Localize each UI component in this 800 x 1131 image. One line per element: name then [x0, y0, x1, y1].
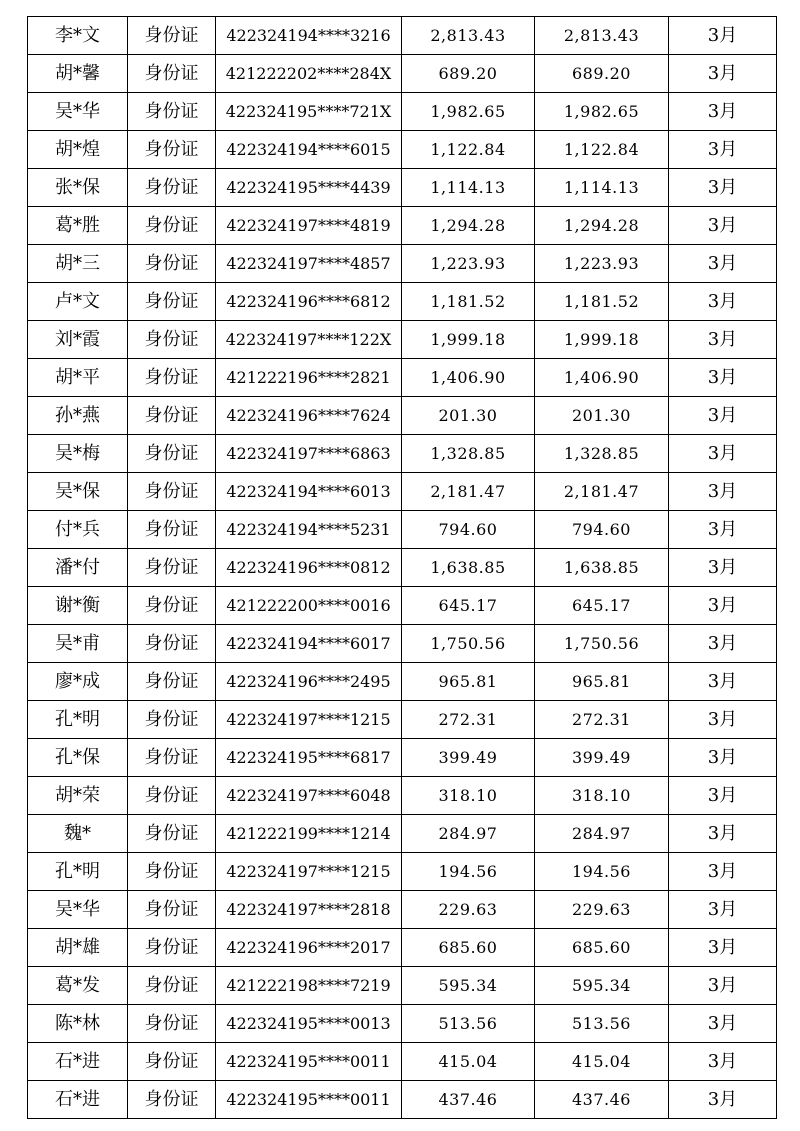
- table-row: [28, 55, 777, 93]
- paid-amount-cell: 794.60: [535, 511, 669, 549]
- table-row: [28, 207, 777, 245]
- id-type-cell: 身份证: [128, 701, 216, 739]
- name-cell: 陈*林: [28, 1005, 128, 1043]
- paid-amount-cell: 399.49: [535, 739, 669, 777]
- id-number-cell: 422324194****5231: [216, 511, 402, 549]
- id-number-cell: 422324197****4857: [216, 245, 402, 283]
- name-cell: 胡*平: [28, 359, 128, 397]
- month-cell: 3月: [669, 321, 777, 359]
- month-cell: 3月: [669, 473, 777, 511]
- id-type-cell: 身份证: [128, 435, 216, 473]
- month-cell: 3月: [669, 359, 777, 397]
- amount-cell: 685.60: [402, 929, 535, 967]
- table-row: [28, 1043, 777, 1081]
- name-cell: 潘*付: [28, 549, 128, 587]
- id-type-cell: 身份证: [128, 359, 216, 397]
- name-cell: 魏*: [28, 815, 128, 853]
- name-cell: 胡*馨: [28, 55, 128, 93]
- amount-cell: 399.49: [402, 739, 535, 777]
- name-cell: 卢*文: [28, 283, 128, 321]
- amount-cell: 1,114.13: [402, 169, 535, 207]
- table-body: [28, 17, 777, 1119]
- id-number-cell: 422324195****0011: [216, 1043, 402, 1081]
- name-cell: 刘*霞: [28, 321, 128, 359]
- id-number-cell: 422324197****1215: [216, 701, 402, 739]
- id-number-cell: 422324195****721X: [216, 93, 402, 131]
- table-row: [28, 549, 777, 587]
- id-type-cell: 身份证: [128, 663, 216, 701]
- paid-amount-cell: 415.04: [535, 1043, 669, 1081]
- name-cell: 石*进: [28, 1081, 128, 1119]
- name-cell: 胡*荣: [28, 777, 128, 815]
- month-cell: 3月: [669, 587, 777, 625]
- paid-amount-cell: 1,114.13: [535, 169, 669, 207]
- table-row: [28, 93, 777, 131]
- table-row: [28, 397, 777, 435]
- table-row: [28, 891, 777, 929]
- id-number-cell: 421222198****7219: [216, 967, 402, 1005]
- amount-cell: 595.34: [402, 967, 535, 1005]
- month-cell: 3月: [669, 739, 777, 777]
- month-cell: 3月: [669, 131, 777, 169]
- id-number-cell: 422324195****6817: [216, 739, 402, 777]
- paid-amount-cell: 201.30: [535, 397, 669, 435]
- month-cell: 3月: [669, 891, 777, 929]
- name-cell: 吴*甫: [28, 625, 128, 663]
- amount-cell: 1,223.93: [402, 245, 535, 283]
- table-row: [28, 131, 777, 169]
- table-row: [28, 815, 777, 853]
- paid-amount-cell: 284.97: [535, 815, 669, 853]
- month-cell: 3月: [669, 169, 777, 207]
- id-type-cell: 身份证: [128, 891, 216, 929]
- paid-amount-cell: 513.56: [535, 1005, 669, 1043]
- table-row: [28, 169, 777, 207]
- paid-amount-cell: 689.20: [535, 55, 669, 93]
- id-type-cell: 身份证: [128, 55, 216, 93]
- paid-amount-cell: 595.34: [535, 967, 669, 1005]
- amount-cell: 965.81: [402, 663, 535, 701]
- amount-cell: 513.56: [402, 1005, 535, 1043]
- table-row: [28, 511, 777, 549]
- month-cell: 3月: [669, 1081, 777, 1119]
- table-row: [28, 283, 777, 321]
- paid-amount-cell: 685.60: [535, 929, 669, 967]
- month-cell: 3月: [669, 701, 777, 739]
- id-number-cell: 421222202****284X: [216, 55, 402, 93]
- name-cell: 孔*保: [28, 739, 128, 777]
- amount-cell: 1,982.65: [402, 93, 535, 131]
- month-cell: 3月: [669, 283, 777, 321]
- table-row: [28, 739, 777, 777]
- id-number-cell: 422324196****2017: [216, 929, 402, 967]
- name-cell: 胡*三: [28, 245, 128, 283]
- id-type-cell: 身份证: [128, 321, 216, 359]
- name-cell: 廖*成: [28, 663, 128, 701]
- name-cell: 吴*保: [28, 473, 128, 511]
- id-number-cell: 422324197****6863: [216, 435, 402, 473]
- name-cell: 谢*衡: [28, 587, 128, 625]
- amount-cell: 318.10: [402, 777, 535, 815]
- id-number-cell: 422324194****6017: [216, 625, 402, 663]
- paid-amount-cell: 645.17: [535, 587, 669, 625]
- id-number-cell: 421222200****0016: [216, 587, 402, 625]
- month-cell: 3月: [669, 17, 777, 55]
- month-cell: 3月: [669, 1005, 777, 1043]
- id-type-cell: 身份证: [128, 625, 216, 663]
- id-number-cell: 422324197****4819: [216, 207, 402, 245]
- month-cell: 3月: [669, 929, 777, 967]
- id-type-cell: 身份证: [128, 815, 216, 853]
- id-type-cell: 身份证: [128, 17, 216, 55]
- month-cell: 3月: [669, 245, 777, 283]
- id-number-cell: 422324194****6013: [216, 473, 402, 511]
- id-type-cell: 身份证: [128, 511, 216, 549]
- amount-cell: 2,813.43: [402, 17, 535, 55]
- month-cell: 3月: [669, 435, 777, 473]
- amount-cell: 689.20: [402, 55, 535, 93]
- amount-cell: 1,122.84: [402, 131, 535, 169]
- id-type-cell: 身份证: [128, 397, 216, 435]
- month-cell: 3月: [669, 93, 777, 131]
- paid-amount-cell: 272.31: [535, 701, 669, 739]
- month-cell: 3月: [669, 625, 777, 663]
- id-type-cell: 身份证: [128, 169, 216, 207]
- table-row: [28, 587, 777, 625]
- name-cell: 孔*明: [28, 701, 128, 739]
- name-cell: 李*文: [28, 17, 128, 55]
- paid-amount-cell: 1,294.28: [535, 207, 669, 245]
- amount-cell: 2,181.47: [402, 473, 535, 511]
- month-cell: 3月: [669, 663, 777, 701]
- amount-cell: 1,638.85: [402, 549, 535, 587]
- paid-amount-cell: 1,122.84: [535, 131, 669, 169]
- amount-cell: 437.46: [402, 1081, 535, 1119]
- name-cell: 孙*燕: [28, 397, 128, 435]
- paid-amount-cell: 1,406.90: [535, 359, 669, 397]
- amount-cell: 1,328.85: [402, 435, 535, 473]
- name-cell: 付*兵: [28, 511, 128, 549]
- paid-amount-cell: 1,181.52: [535, 283, 669, 321]
- id-type-cell: 身份证: [128, 1081, 216, 1119]
- month-cell: 3月: [669, 207, 777, 245]
- month-cell: 3月: [669, 777, 777, 815]
- paid-amount-cell: 1,982.65: [535, 93, 669, 131]
- paid-amount-cell: 229.63: [535, 891, 669, 929]
- name-cell: 吴*华: [28, 93, 128, 131]
- payment-table: [27, 16, 777, 1119]
- month-cell: 3月: [669, 967, 777, 1005]
- id-number-cell: 422324197****2818: [216, 891, 402, 929]
- id-number-cell: 422324194****3216: [216, 17, 402, 55]
- id-number-cell: 422324194****6015: [216, 131, 402, 169]
- table-row: [28, 663, 777, 701]
- table-row: [28, 777, 777, 815]
- paid-amount-cell: 194.56: [535, 853, 669, 891]
- id-type-cell: 身份证: [128, 853, 216, 891]
- paid-amount-cell: 1,999.18: [535, 321, 669, 359]
- name-cell: 胡*煌: [28, 131, 128, 169]
- month-cell: 3月: [669, 511, 777, 549]
- id-number-cell: 421222196****2821: [216, 359, 402, 397]
- paid-amount-cell: 318.10: [535, 777, 669, 815]
- amount-cell: 1,181.52: [402, 283, 535, 321]
- table-row: [28, 853, 777, 891]
- paid-amount-cell: 1,750.56: [535, 625, 669, 663]
- id-type-cell: 身份证: [128, 283, 216, 321]
- name-cell: 石*进: [28, 1043, 128, 1081]
- table-row: [28, 359, 777, 397]
- table-row: [28, 435, 777, 473]
- paid-amount-cell: 1,638.85: [535, 549, 669, 587]
- name-cell: 吴*梅: [28, 435, 128, 473]
- name-cell: 葛*发: [28, 967, 128, 1005]
- month-cell: 3月: [669, 815, 777, 853]
- table-row: [28, 1005, 777, 1043]
- paid-amount-cell: 1,223.93: [535, 245, 669, 283]
- id-type-cell: 身份证: [128, 929, 216, 967]
- id-number-cell: 422324195****0013: [216, 1005, 402, 1043]
- table-row: [28, 929, 777, 967]
- amount-cell: 415.04: [402, 1043, 535, 1081]
- id-type-cell: 身份证: [128, 1005, 216, 1043]
- id-type-cell: 身份证: [128, 93, 216, 131]
- id-type-cell: 身份证: [128, 131, 216, 169]
- paid-amount-cell: 437.46: [535, 1081, 669, 1119]
- id-number-cell: 422324196****6812: [216, 283, 402, 321]
- table-row: [28, 701, 777, 739]
- id-number-cell: 422324196****7624: [216, 397, 402, 435]
- id-number-cell: 422324197****1215: [216, 853, 402, 891]
- id-number-cell: 422324195****0011: [216, 1081, 402, 1119]
- amount-cell: 1,999.18: [402, 321, 535, 359]
- table-row: [28, 17, 777, 55]
- amount-cell: 201.30: [402, 397, 535, 435]
- name-cell: 胡*雄: [28, 929, 128, 967]
- amount-cell: 194.56: [402, 853, 535, 891]
- month-cell: 3月: [669, 549, 777, 587]
- id-number-cell: 422324195****4439: [216, 169, 402, 207]
- id-number-cell: 422324196****2495: [216, 663, 402, 701]
- paid-amount-cell: 1,328.85: [535, 435, 669, 473]
- id-type-cell: 身份证: [128, 245, 216, 283]
- name-cell: 吴*华: [28, 891, 128, 929]
- table-row: [28, 321, 777, 359]
- id-type-cell: 身份证: [128, 587, 216, 625]
- amount-cell: 284.97: [402, 815, 535, 853]
- amount-cell: 1,406.90: [402, 359, 535, 397]
- id-type-cell: 身份证: [128, 207, 216, 245]
- month-cell: 3月: [669, 55, 777, 93]
- table-row: [28, 967, 777, 1005]
- month-cell: 3月: [669, 853, 777, 891]
- table-row: [28, 625, 777, 663]
- id-type-cell: 身份证: [128, 967, 216, 1005]
- table-row: [28, 1081, 777, 1119]
- paid-amount-cell: 2,813.43: [535, 17, 669, 55]
- table-row: [28, 245, 777, 283]
- amount-cell: 1,750.56: [402, 625, 535, 663]
- paid-amount-cell: 965.81: [535, 663, 669, 701]
- month-cell: 3月: [669, 1043, 777, 1081]
- name-cell: 孔*明: [28, 853, 128, 891]
- amount-cell: 229.63: [402, 891, 535, 929]
- id-type-cell: 身份证: [128, 473, 216, 511]
- id-type-cell: 身份证: [128, 1043, 216, 1081]
- id-type-cell: 身份证: [128, 777, 216, 815]
- table-row: [28, 473, 777, 511]
- id-number-cell: 422324197****122X: [216, 321, 402, 359]
- amount-cell: 645.17: [402, 587, 535, 625]
- paid-amount-cell: 2,181.47: [535, 473, 669, 511]
- month-cell: 3月: [669, 397, 777, 435]
- id-number-cell: 422324197****6048: [216, 777, 402, 815]
- name-cell: 张*保: [28, 169, 128, 207]
- amount-cell: 794.60: [402, 511, 535, 549]
- id-number-cell: 421222199****1214: [216, 815, 402, 853]
- amount-cell: 1,294.28: [402, 207, 535, 245]
- id-type-cell: 身份证: [128, 739, 216, 777]
- id-number-cell: 422324196****0812: [216, 549, 402, 587]
- amount-cell: 272.31: [402, 701, 535, 739]
- name-cell: 葛*胜: [28, 207, 128, 245]
- id-type-cell: 身份证: [128, 549, 216, 587]
